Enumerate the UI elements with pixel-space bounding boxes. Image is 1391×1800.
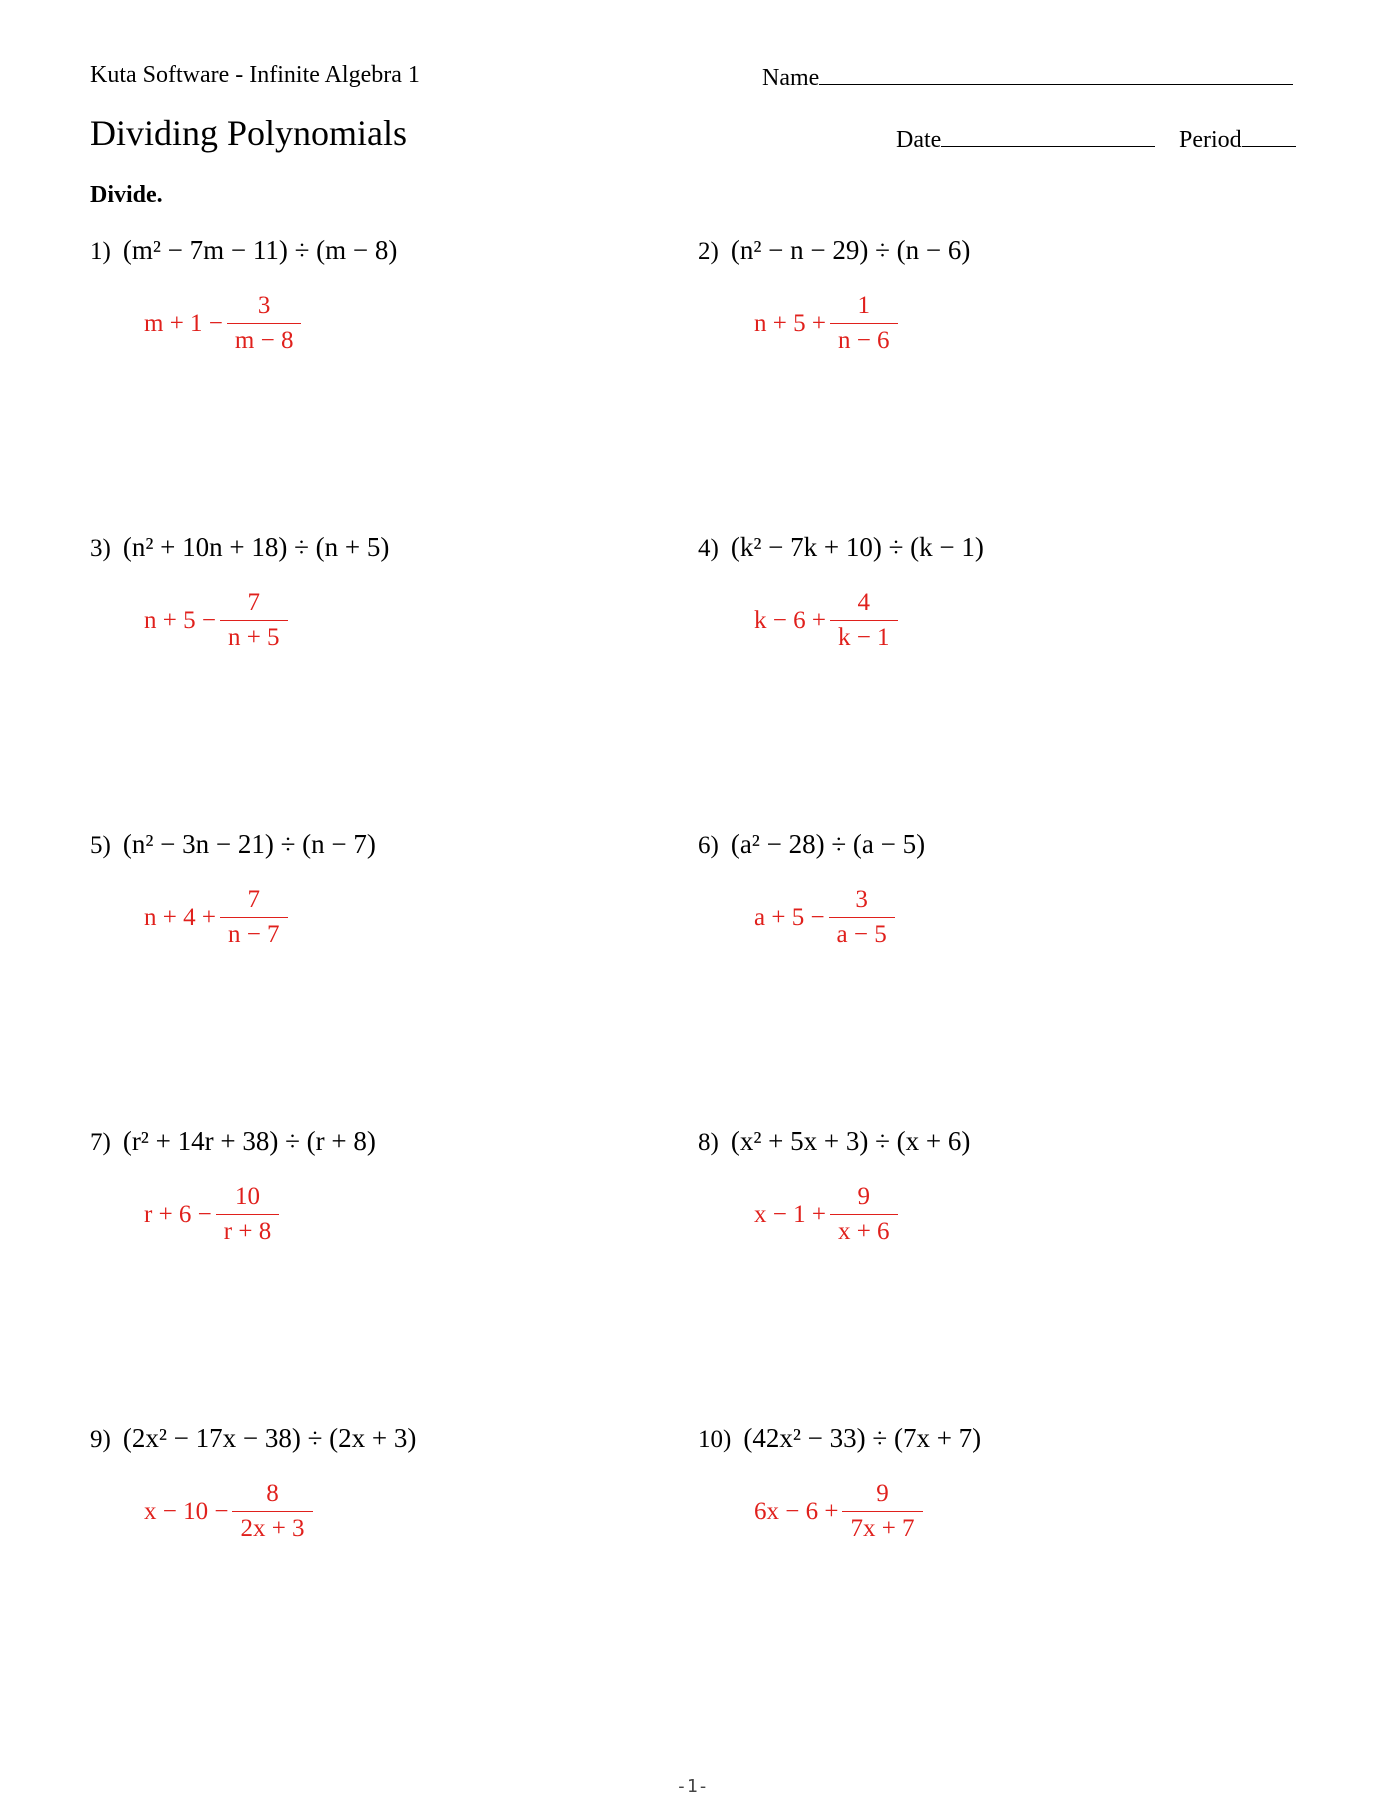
answer-remainder-fraction: [227, 292, 302, 355]
answer-remainder-fraction: [830, 589, 898, 652]
instruction: Divide.: [90, 182, 163, 208]
answer-10: [754, 1480, 923, 1543]
name-label: Name: [762, 65, 820, 91]
answer-remainder-fraction: [830, 292, 898, 355]
answer-2: [754, 292, 898, 355]
period-label: Period: [1179, 127, 1242, 153]
fraction-numerator: 4: [857, 589, 870, 616]
problem-expression: (x² + 5x + 3) ÷ (x + 6): [730, 1126, 971, 1156]
problem-10: [698, 1423, 981, 1454]
problem-number: 6): [698, 832, 719, 859]
answer-quotient: a + 5 −: [754, 903, 825, 931]
answer-quotient: x − 10 −: [144, 1497, 229, 1525]
problem-number: 7): [90, 1129, 111, 1156]
problem-expression: (42x² − 33) ÷ (7x + 7): [743, 1423, 982, 1453]
answer-quotient: n + 4 +: [144, 903, 216, 931]
problem-number: 10): [698, 1426, 732, 1453]
fraction-numerator: 3: [855, 886, 868, 913]
fraction-denominator: 2x + 3: [232, 1511, 312, 1543]
answer-8: [754, 1183, 898, 1246]
problem-number: 9): [90, 1426, 111, 1453]
fraction-numerator: 9: [876, 1480, 889, 1507]
fraction-numerator: 7: [247, 886, 260, 913]
problem-4: [698, 532, 984, 563]
answer-remainder-fraction: [220, 886, 288, 949]
answer-remainder-fraction: [232, 1480, 312, 1543]
answer-1: [144, 292, 301, 355]
answer-quotient: 6x − 6 +: [754, 1497, 839, 1525]
answer-remainder-fraction: [830, 1183, 898, 1246]
answer-remainder-fraction: [220, 589, 288, 652]
problem-6: [698, 829, 925, 860]
fraction-denominator: r + 8: [216, 1214, 279, 1246]
answer-5: [144, 886, 288, 949]
fraction-numerator: 7: [247, 589, 260, 616]
problem-expression: (m² − 7m − 11) ÷ (m − 8): [122, 235, 398, 265]
fraction-numerator: 3: [257, 292, 271, 319]
problem-expression: (n² + 10n + 18) ÷ (n + 5): [122, 532, 390, 562]
page-number: -1-: [676, 1776, 709, 1797]
fraction-denominator: k − 1: [830, 620, 898, 652]
problem-2: [698, 235, 970, 266]
answer-remainder-fraction: [842, 1480, 922, 1543]
fraction-numerator: 1: [857, 292, 870, 319]
fraction-denominator: a − 5: [829, 917, 895, 949]
date-field[interactable]: [896, 124, 1155, 154]
period-blank[interactable]: [1242, 124, 1296, 147]
answer-9: [144, 1480, 313, 1543]
answer-quotient: r + 6 −: [144, 1200, 212, 1228]
problem-number: 2): [698, 238, 719, 265]
problem-8: [698, 1126, 970, 1157]
worksheet-title: Dividing Polynomials: [90, 113, 408, 153]
problem-5: [90, 829, 376, 860]
answer-remainder-fraction: [216, 1183, 279, 1246]
fraction-numerator: 9: [857, 1183, 870, 1210]
fraction-denominator: n − 7: [220, 917, 288, 949]
problem-expression: (n² − n − 29) ÷ (n − 6): [730, 235, 971, 265]
problem-expression: (r² + 14r + 38) ÷ (r + 8): [122, 1126, 376, 1156]
answer-quotient: m + 1 −: [144, 309, 223, 337]
fraction-denominator: n − 6: [830, 323, 898, 355]
answer-7: [144, 1183, 279, 1246]
problem-3: [90, 532, 389, 563]
problem-number: 1): [90, 238, 111, 265]
answer-3: [144, 589, 288, 652]
period-field[interactable]: [1179, 124, 1296, 154]
problem-expression: (a² − 28) ÷ (a − 5): [730, 829, 926, 859]
problem-7: [90, 1126, 376, 1157]
problem-number: 8): [698, 1129, 719, 1156]
date-label: Date: [896, 127, 942, 153]
fraction-denominator: n + 5: [220, 620, 288, 652]
fraction-denominator: x + 6: [830, 1214, 898, 1246]
problem-expression: (2x² − 17x − 38) ÷ (2x + 3): [122, 1423, 417, 1453]
problem-expression: (k² − 7k + 10) ÷ (k − 1): [730, 532, 984, 562]
problem-number: 4): [698, 535, 719, 562]
fraction-numerator: 10: [235, 1183, 260, 1210]
answer-quotient: k − 6 +: [754, 606, 826, 634]
answer-quotient: n + 5 +: [754, 309, 826, 337]
answer-remainder-fraction: [829, 886, 895, 949]
publisher-label: Kuta Software - Infinite Algebra 1: [90, 62, 420, 88]
date-blank[interactable]: [941, 124, 1155, 147]
fraction-denominator: m − 8: [227, 323, 302, 355]
fraction-denominator: 7x + 7: [842, 1511, 922, 1543]
problem-number: 3): [90, 535, 111, 562]
problem-9: [90, 1423, 416, 1454]
problem-1: [90, 235, 397, 266]
answer-quotient: x − 1 +: [754, 1200, 826, 1228]
problem-expression: (n² − 3n − 21) ÷ (n − 7): [122, 829, 376, 859]
answer-4: [754, 589, 898, 652]
problem-number: 5): [90, 832, 111, 859]
answer-quotient: n + 5 −: [144, 606, 216, 634]
name-blank[interactable]: [819, 62, 1293, 85]
answer-6: [754, 886, 895, 949]
name-field[interactable]: [762, 62, 1293, 92]
fraction-numerator: 8: [266, 1480, 279, 1507]
